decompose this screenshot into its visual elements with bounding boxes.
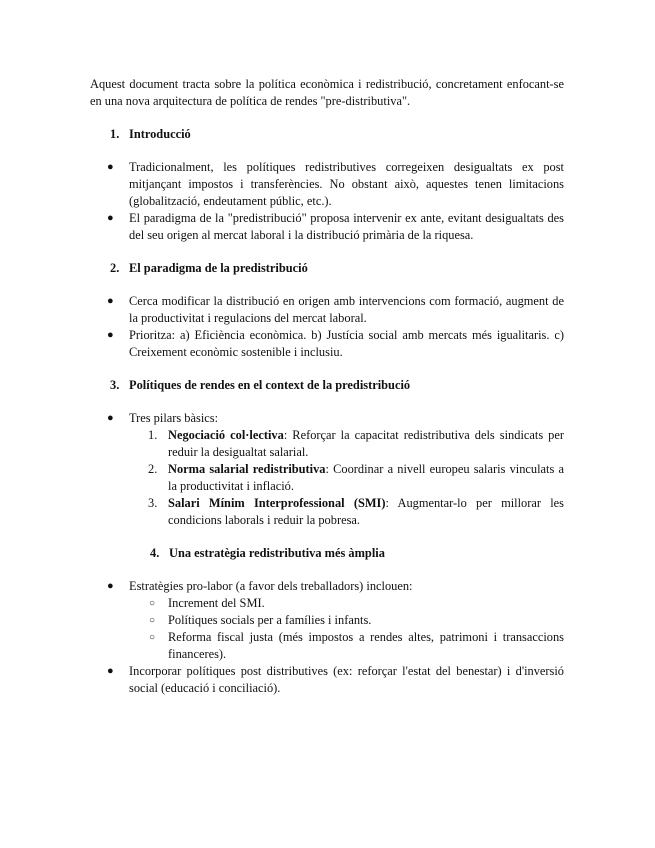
section-title: El paradigma de la predistribució [129, 261, 308, 275]
section-title: Una estratègia redistributiva més àmplia [169, 546, 385, 560]
sub-list-item: ○ Polítiques socials per a famílies i infants. [149, 613, 372, 627]
list-item: ● Incorporar polítiques post distributives (ex: reforçar l'estat del benestar) i d'inversió social (educació i conciliació). [107, 664, 564, 695]
bullet-icon: ● [107, 412, 114, 424]
list-item: ● Cerca modificar la distribució en origen amb intervencions com formació, augment de la productivitat i regulacions del mercat laboral. [107, 294, 564, 325]
circle-bullet-icon: ○ [149, 598, 156, 609]
pillar-item: 1. Negociació col·lectiva: Reforçar la capacitat redistributiva dels sindicats per reduir la desigualtat salarial. [148, 428, 564, 459]
section-number: 2. [110, 261, 120, 275]
bullet-icon: ● [107, 212, 114, 224]
pillar-term: Salari Mínim Interprofessional (SMI) [168, 496, 386, 510]
pillars-list [129, 427, 564, 529]
section-title: Introducció [129, 127, 191, 141]
section-title: Polítiques de rendes en el context de la predistribució [129, 378, 411, 392]
bullet-icon: ● [107, 329, 114, 341]
intro-paragraph: Aquest document tracta sobre la política econòmica i redistribució, concretament enfocant-se en una nova arquitectura de política de rendes "pre-distributiva". [90, 77, 564, 108]
circle-bullet-icon: ○ [149, 615, 156, 626]
section-heading-3 [90, 377, 564, 394]
sub-list [129, 595, 564, 663]
sub-list-item: ○ Reforma fiscal justa (més impostos a rendes altes, patrimoni i transaccions financeres). [149, 630, 564, 661]
section-number: 4. [150, 546, 160, 560]
pillar-term: Negociació col·lectiva [168, 428, 284, 442]
list-item: ● Prioritza: a) Eficiència econòmica. b) Justícia social amb mercats més igualitaris. c) Creixement econòmic sostenible i inclusiu. [107, 328, 564, 359]
pillar-item: 2. Norma salarial redistributiva: Coordinar a nivell europeu salaris vinculats a la productivitat i inflació. [148, 462, 564, 493]
section-heading-2 [90, 260, 564, 277]
section-number: 3. [110, 378, 120, 392]
list-item: ● Tres pilars bàsics: 1. Negociació col·lectiva: Reforçar la capacitat redistributiva dels sindicats per reduir la desigualtat salarial. 2. Norma salarial redistributiva: Coordinar a nivell europeu salaris vinculats a la productivitat i inflació. 3. Salari Mínim Interprofessional (SMI): Augmentar-lo per millorar les condicions laborals i reduir la pobresa. [107, 411, 564, 527]
section-3-bullets [90, 410, 564, 529]
circle-bullet-icon: ○ [149, 632, 156, 643]
section-4-bullets [90, 578, 564, 697]
document-page [90, 76, 564, 713]
list-item: ● Estratègies pro-labor (a favor dels treballadors) inclouen: ○ Increment del SMI. ○ Polítiques socials per a famílies i infants. ○ Reforma fiscal justa (més impostos a rendes altes, patrimoni i transaccions financeres). [107, 579, 564, 661]
section-heading-1 [90, 126, 564, 143]
section-number: 1. [110, 127, 120, 141]
sub-list-item: ○ Increment del SMI. [149, 596, 265, 610]
section-1-bullets [90, 159, 564, 244]
bullet-icon: ● [107, 580, 114, 592]
pillar-term: Norma salarial redistributiva [168, 462, 326, 476]
list-item: ● El paradigma de la "predistribució" proposa intervenir ex ante, evitant desigualtats des del seu origen al mercat laboral i la distribució primària de la riquesa. [107, 211, 564, 242]
bullet-icon: ● [107, 161, 114, 173]
section-2-bullets [90, 293, 564, 361]
section-heading-4 [130, 545, 564, 562]
bullet-icon: ● [107, 665, 114, 677]
list-item: ● Tradicionalment, les polítiques redistributives corregeixen desigualtats ex post mitjançant impostos i transferències. No obstant això, aquestes tenen limitacions (globalització, endeutament públic, etc.). [107, 160, 564, 208]
bullet-icon: ● [107, 295, 114, 307]
pillar-item: 3. Salari Mínim Interprofessional (SMI): Augmentar-lo per millorar les condicions laborals i reduir la pobresa. [148, 496, 564, 527]
